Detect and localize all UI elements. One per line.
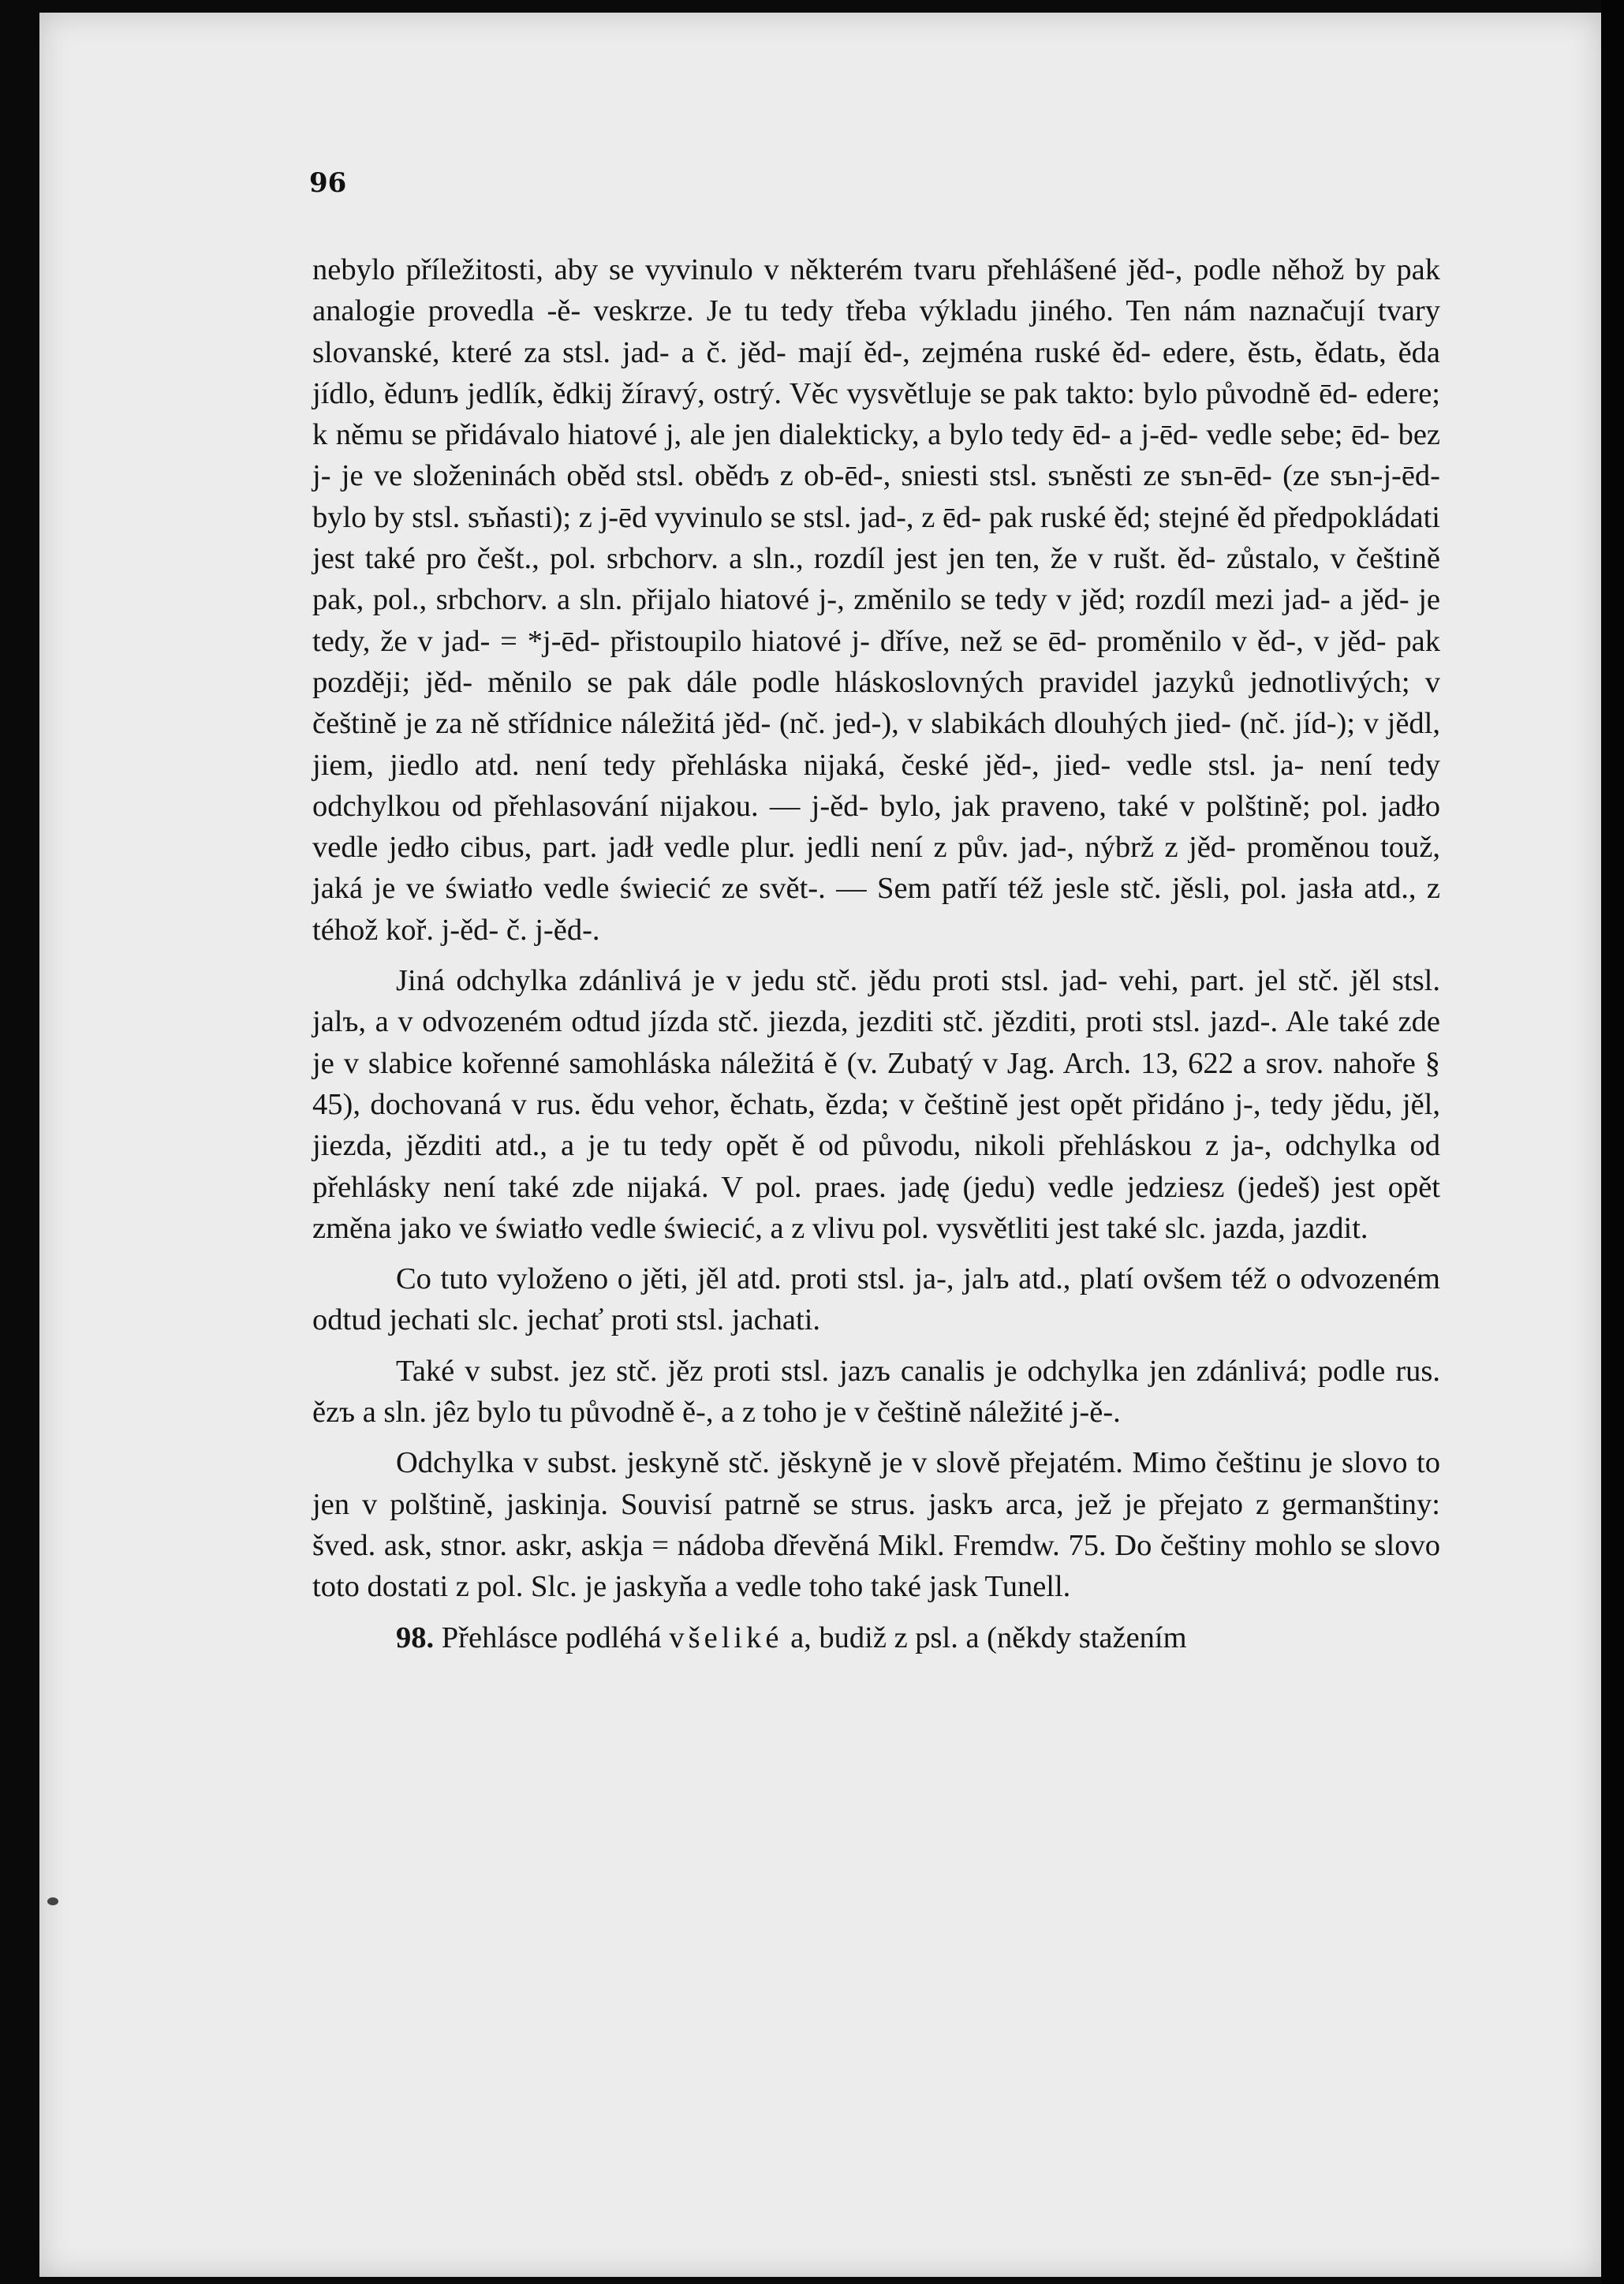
paragraph-1: nebylo příležitosti, aby se vyvinulo v některém tvaru přehlášené jěd-, podle něhož by pak analogie provedla -ě- veskrze. Je tu tedy třeba výkladu jiného. Ten nám naznačují tvary slovanské, které za stsl. jad- a č. jěd- mají ěd-, zejména ruské ěd- edere, ěstь, ědatь, ěda jídlo, ědunъ jedlík, ědkij žíravý, ostrý. Věc vysvětluje se pak takto: bylo původně ēd- edere; k němu se přidávalo hiatové j, ale jen dialekticky, a bylo tedy ēd- a j-ēd- vedle sebe; ēd- bez j- je ve složeninách oběd stsl. obědъ z ob-ēd-, sniesti stsl. sъněsti ze sъn-ēd- (ze sъn-j-ēd- bylo by stsl. sъňasti); z j-ēd vyvinulo se stsl. jad-, z ēd- pak ruské ěd; stejné ěd předpokládati jest také pro češt., pol. srbchorv. a sln., rozdíl jest jen ten, že v rušt. ěd- zůstalo, v češtině pak, pol., srbchorv. a sln. přijalo hiatové j-, změnilo se tedy v jěd; rozdíl mezi jad- a jěd- je tedy, že v jad- = *j-ēd- přistoupilo hiatové j- dříve, než se ēd- proměnilo v ěd-, v jěd- pak později; jěd- měnilo se pak dále podle hláskoslovných pravidel jazyků jednotlivých; v češtině je za ně střídnice náležitá jěd- (nč. jed-), v slabikách dlouhých jied- (nč. jíd-); v jědl, jiem, jiedlo atd. není tedy přehláska nijaká, české jěd-, jied- vedle stsl. ja- není tedy odchylkou od přehlasování nijakou. — j-ěd- bylo, jak praveno, také v polštině; pol. jadło vedle jedło cibus, part. jadł vedle plur. jedli není z pův. jad-, nýbrž z jěd- proměnou touž, jaká je ve światło vedle świecić ze svět-. — Sem patří též jesle stč. jěsli, pol. jasła atd., z téhož koř. j-ěd- č. j-ěd-.	[312, 253, 1440, 947]
scan-right-edge	[1601, 0, 1624, 2284]
body-text	[312, 249, 1440, 1668]
paragraph-4: Také v subst. jez stč. jěz proti stsl. jazъ canalis je odchylka jen zdánlivá; podle rus. ězъ a sln. jêz bylo tu původně ě-, a z toho je v češtině náležité j-ě-.	[312, 1354, 1440, 1430]
paragraph-3: Co tuto vyloženo o jěti, jěl atd. proti stsl. ja-, jalъ atd., platí ovšem též o odvozeném odtud jechati slc. jechať proti stsl. jachati.	[312, 1262, 1440, 1337]
section-text-after: a, budiž z psl. a (někdy stažením	[790, 1620, 1187, 1654]
section-text-before: Přehlásce podléhá	[441, 1620, 662, 1654]
page-number: 96	[309, 167, 347, 199]
paragraph-2: Jiná odchylka zdánlivá je v jedu stč. jědu proti stsl. jad- vehi, part. jel stč. jěl stsl. jalъ, a v odvozeném odtud jízda stč. jiezda, jezditi stč. jězditi, proti stsl. jazd-. Ale také zde je v slabice kořenné samohláska náležitá ě (v. Zubatý v Jag. Arch. 13, 622 a srov. nahoře § 45), dochovaná v rus. ědu vehor, ěchatь, ězda; v češtině jest opět přidáno j-, tedy jědu, jěl, jiezda, jězditi atd., a je tu tedy opět ě od původu, nikoli přehláskou z ja-, odchylka od přehlásky není také zde nijaká. V pol. praes. jadę (jedu) vedle jedziesz (jedeš) jest opět změna jako ve światło vedle świecić, a z vlivu pol. vysvětliti jest také slc. jazda, jazdit.	[312, 964, 1440, 1245]
section-98-paragraph	[312, 1617, 1440, 1658]
paragraph-5: Odchylka v subst. jeskyně stč. jěskyně je v slově přejatém. Mimo češtinu je slovo to jen v polštině, jaskinja. Souvisí patrně se strus. jaskъ arca, jež je přejato z germanštiny: šved. ask, stnor. askr, askja = nádoba dřevěná Mikl. Fremdw. 75. Do češtiny mohlo se slovo toto dostati z pol. Slc. je jaskyňa a vedle toho také jask Tunell.	[312, 1446, 1440, 1604]
scan-dust-speck	[47, 1897, 58, 1905]
section-spaced-word: všeliké	[669, 1620, 783, 1654]
section-number: 98.	[396, 1620, 435, 1654]
